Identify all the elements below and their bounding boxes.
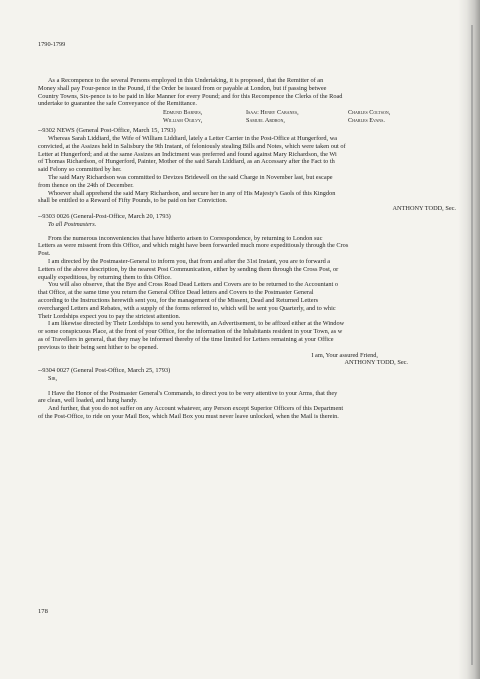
body-line: Letters as were missent from this Office, and which might have been forwarded much more expeditiously through the Cros [38,242,349,250]
body-line: Their Lordships expect you to pay the strictest attention. [38,312,181,320]
body-line: I Have the Honor of the Postmaster General's Commands, to direct you to be very attentive to your Arms, that they [48,389,338,397]
signoff-line: ANTHONY TODD, Sec. [344,359,408,367]
body-line: from thence on the 24th of December. [38,181,134,189]
body-line: of Thomas Richardson, of Hungerford, Painter, Mother of the said Sarah Liddiard, as an Accessary after the Fact to th [38,158,335,166]
body-line: as of Travellers in general, that they may be informed thereby of the time limited for Letters remaining at your Office [38,335,334,343]
body-line: Letter at Hungerford; and at the same Assizes an Indictment was preferred and found against Mary Richardson, the Wi [38,150,337,158]
body-line: The said Mary Richardson was committed to Devizes Bridewell on the said Charge in November last, but escape [48,173,333,181]
intro-line: undertake to guarantee the safe Conveyance of the Remittance. [38,100,197,108]
body-line: You will also observe, that the Bye and Cross Road Dead Letters and Covers are to be returned to the Accountant o [48,281,338,289]
signatory: Charles Evans. [348,117,385,125]
page-binding-shadow [458,0,480,679]
signoff-line: ANTHONY TODD, Sec. [392,205,456,213]
signatories-block [38,109,458,127]
signatory: Isaac Henry Cabanes, [246,109,299,117]
body-line: Whereas Sarah Liddiard, the Wife of William Liddiard, lately a Letter Carrier in the Post-Office at Hungerford, wa [48,134,338,142]
body-line: according to the Instructions herewith sent you, for the management of the Missent, Dead and Returned Letters [38,296,319,304]
body-line: that Office, at the same time you return the General Office Dead letters and Covers to the Postmaster General [38,289,314,297]
signatory: Edmund Barnes, [163,109,203,117]
body-line: From the numerous inconveniencies that have hitherto arisen to Correspondence, by returning to London suc [48,234,323,242]
signoff-line: I am, Your assured Friend, [311,351,378,359]
body-line: shall be entitled to a Reward of Fifty Pounds, to be paid on her Conviction. [38,197,228,205]
body-line: previous to their being sent hither to be opened. [38,343,159,351]
page-number: 178 [38,608,48,615]
body-line: And further, that you do not suffer on any Account whatever, any Person except Superior Officers of this Department [48,405,344,413]
body-line: I am directed by the Postmaster-General to inform you, that from and after the 31st Instant, you are to forward a [48,257,331,265]
entry-heading: --9302 NEWS (General Post-Office, March 15, 1793) [38,127,176,135]
body-line: I am likewise directed by Their Lordships to send you herewith, an Advertisement, to be affixed either at the Window [48,320,345,328]
running-header: 1790-1799 [38,41,66,48]
entry-heading: --9303 0026 (General-Post-Office, March 20, 1793) [38,212,171,220]
page-content [38,77,458,421]
body-line: of the Post-Office, to ride on your Mail Box, which Mail Box you must never leave unlocked, when the Mail is therein. [38,413,339,421]
signatory: Samuel Ardron, [246,117,285,125]
salutation: Sir, [48,374,58,382]
intro-line: Country Towns, Six-pence is to be paid in like Manner for every Pound; and for this Recompence the Clerks of the Road [38,92,343,100]
body-line: convicted, at the Assizes held in Salisbury the 9th Instant, of feloniously stealing Bills and Notes, which were taken out of [38,142,346,150]
body-line: overcharged Letters and Rebates, with a supply of the forms referred to, which will be sent you Quarterly, and to whic [38,304,336,312]
entry-heading: --9304 0027 (General Post-Office, March 25, 1793) [38,367,171,375]
body-line: Letters of the above description, by the nearest Post Communication, either by sending them through the Cross Post, or [38,265,339,273]
body-line: or some conspicuous Place, at the front of your Office, for the information of the Inhabitants resident in your Town, as w [38,328,343,336]
intro-line: Money shall pay Four-pence in the Pound, if the Order be issued from or payable at London, but if passing betwee [38,84,327,92]
body-line: equally expeditious, by returning them to this Office. [38,273,172,281]
intro-line: As a Recompence to the several Persons employed in this Undertaking, it is proposed, that the Remitter of an [48,77,324,84]
body-line: Whoever shall apprehend the said Mary Richardson, and secure her in any of His Majesty's Gaols of this Kingdon [48,189,336,197]
body-line: said Felony so committed by her. [38,166,122,174]
signatory: William Ogilvy, [163,117,203,125]
signatory: Charles Coltson, [348,109,391,117]
page-edge-line [471,25,473,665]
salutation: To all Postmasters. [48,220,97,228]
body-line: Post. [38,250,51,258]
body-line: are clean, well loaded, and hung handy. [38,397,138,405]
